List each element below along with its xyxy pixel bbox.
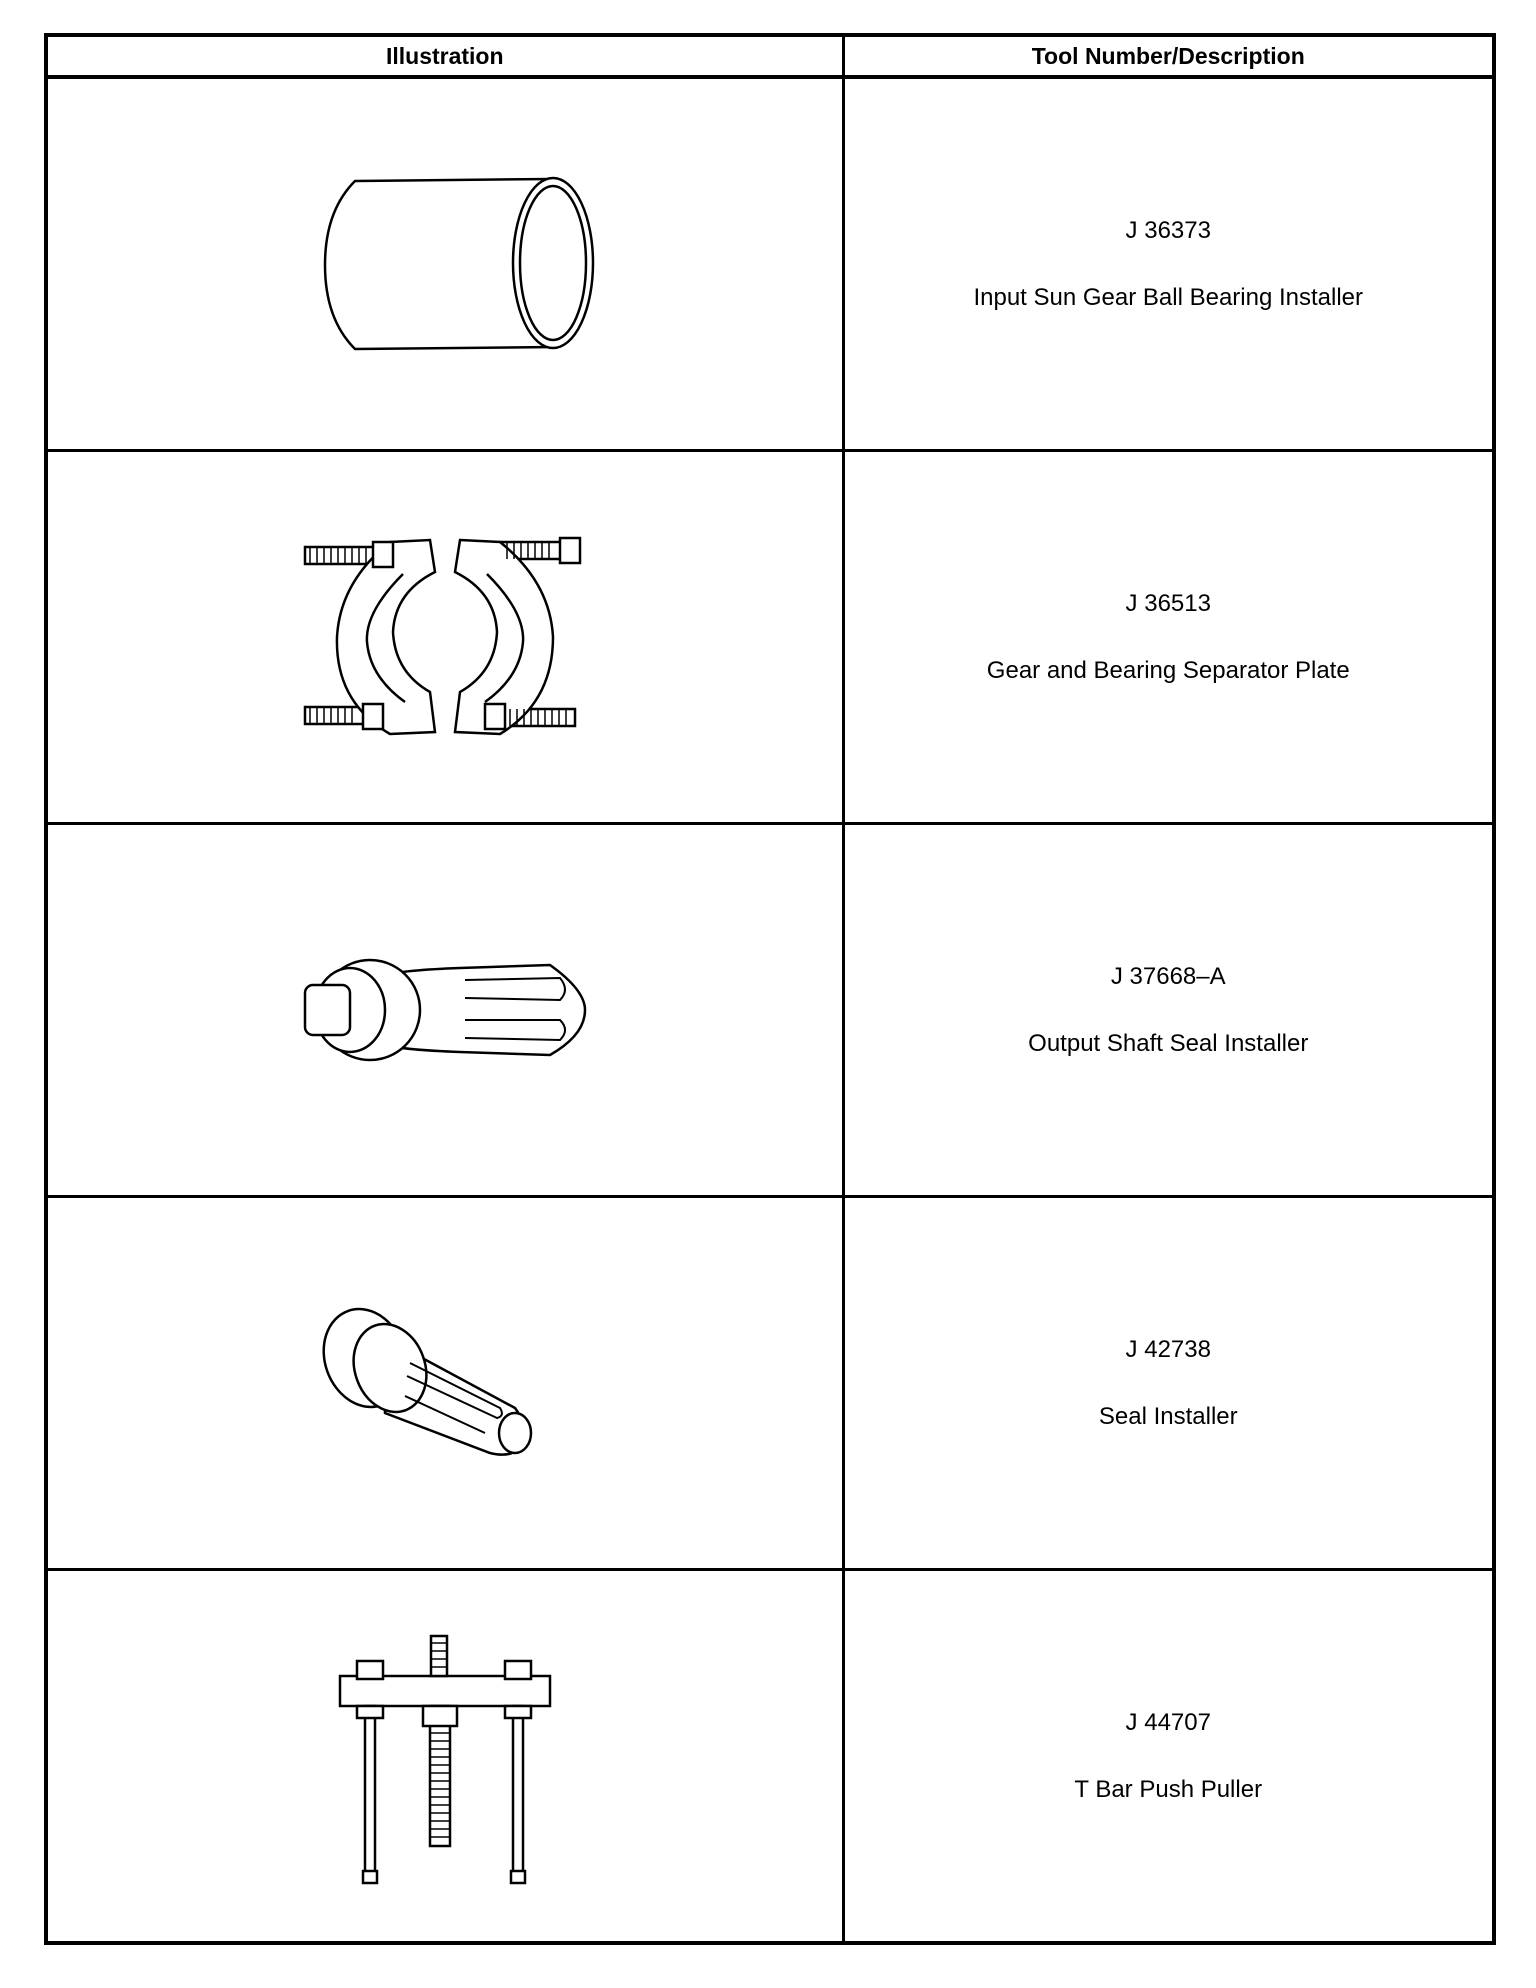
seal-installer-icon <box>285 940 605 1080</box>
sleeve-installer-icon <box>285 159 605 369</box>
tool-number: J 37668–A <box>1110 962 1226 990</box>
separator-plate-icon <box>295 512 595 762</box>
push-puller-icon <box>325 1621 565 1891</box>
tool-description: Output Shaft Seal Installer <box>1028 1029 1309 1057</box>
tool-description: Seal Installer <box>1098 1402 1238 1430</box>
tool-description-header: Tool Number/Description <box>843 35 1494 77</box>
tool-cell <box>843 1197 1494 1570</box>
tool-number: J 36513 <box>1125 589 1211 617</box>
tool-number: J 44707 <box>1125 1708 1211 1736</box>
table-row <box>46 451 1494 824</box>
tool-description: Gear and Bearing Separator Plate <box>986 656 1350 684</box>
table-row <box>46 824 1494 1197</box>
tool-cell <box>843 451 1494 824</box>
special-tools-table <box>44 33 1496 1945</box>
tool-cell <box>843 1570 1494 1944</box>
illustration-cell <box>46 1197 843 1570</box>
tool-description: Input Sun Gear Ball Bearing Installer <box>973 283 1364 311</box>
illustration-cell <box>46 824 843 1197</box>
tool-number: J 42738 <box>1125 1335 1211 1363</box>
header-row <box>46 35 1494 77</box>
table-row <box>46 77 1494 451</box>
table-row <box>46 1570 1494 1944</box>
illustration-cell <box>46 1570 843 1944</box>
tool-description: T Bar Push Puller <box>1074 1775 1263 1803</box>
tool-cell <box>843 77 1494 451</box>
illustration-cell <box>46 451 843 824</box>
tool-number: J 36373 <box>1125 216 1211 244</box>
illustration-cell <box>46 77 843 451</box>
seal-installer-icon <box>315 1288 575 1478</box>
illustration-header: Illustration <box>46 35 843 77</box>
tool-cell <box>843 824 1494 1197</box>
table-row <box>46 1197 1494 1570</box>
